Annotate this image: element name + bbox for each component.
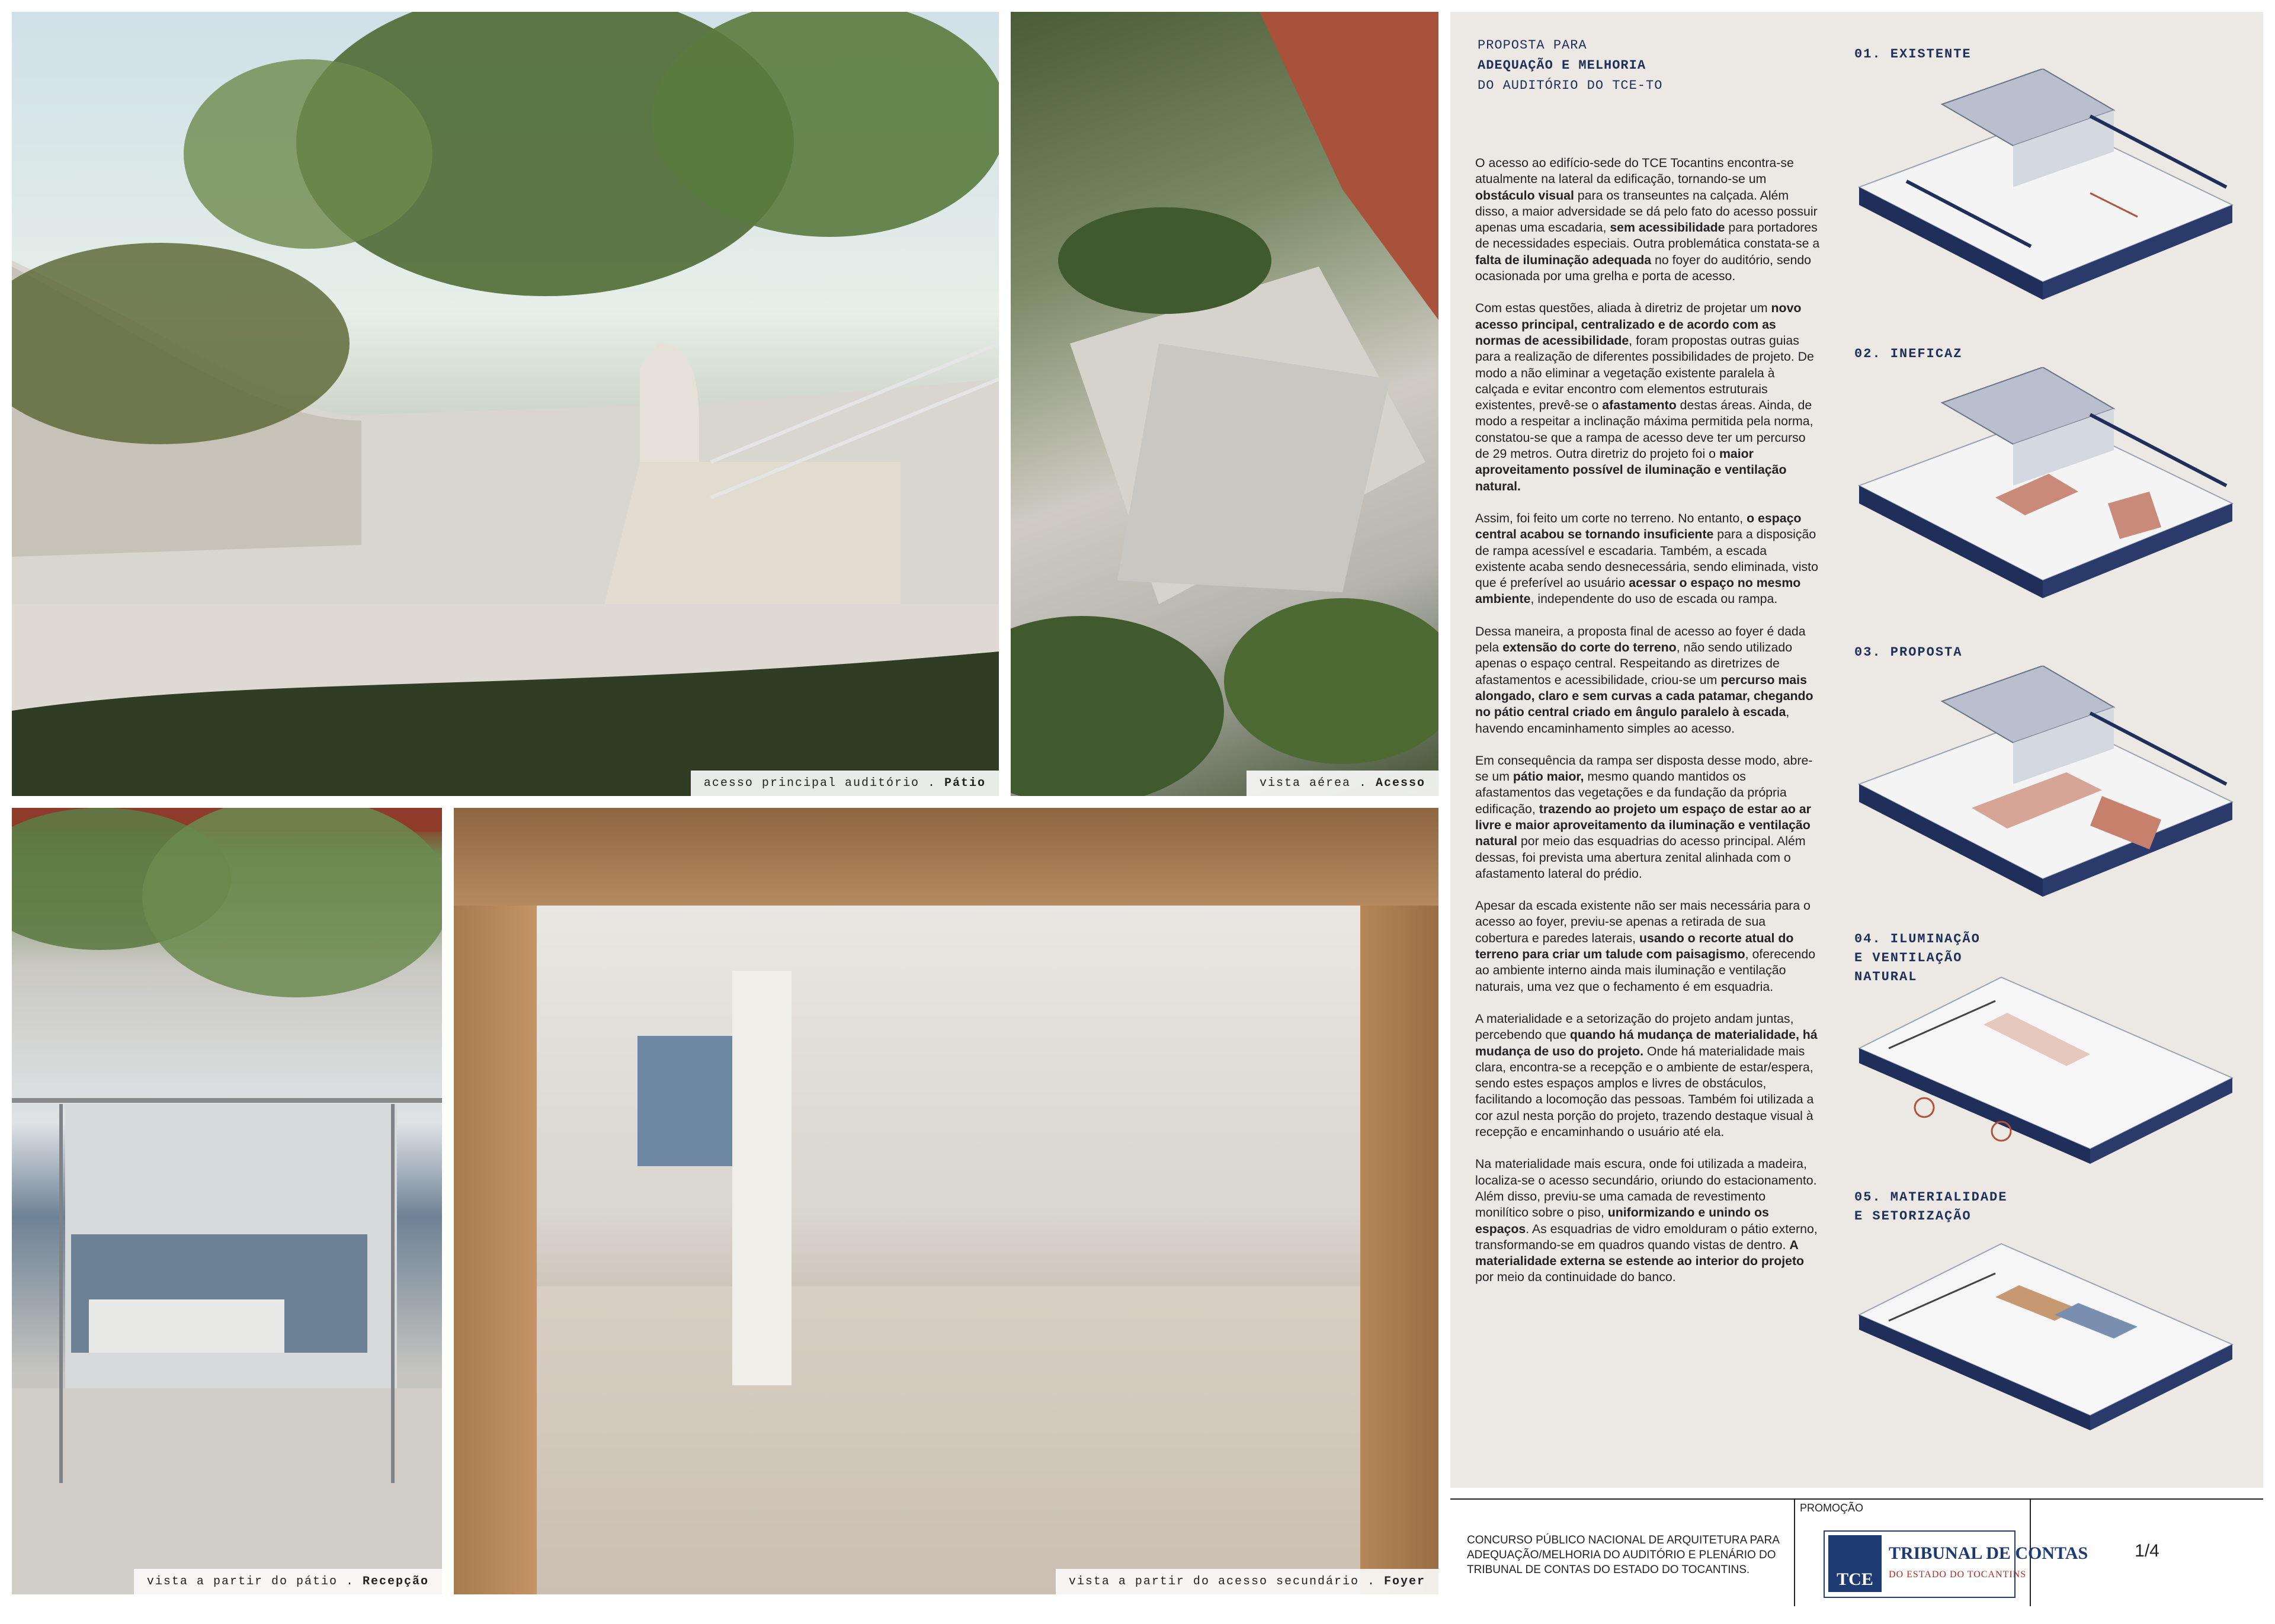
page-number: 1/4	[2135, 1541, 2159, 1561]
text-run: Em consequência da rampa ser disposta desse modo, abre-se um	[1475, 753, 1813, 784]
aerial-caption	[1247, 771, 1438, 796]
promo-label: PROMOÇÃO	[1800, 1502, 1864, 1514]
text-run: destas áreas. Ainda, de modo a respeitar a inclinação máxima permitida pela norma, constatou-se que a rampa de acesso deve ter um percurso de 29 metros. Outra diretriz do projeto foi o	[1475, 398, 1813, 461]
foyer-caption-text: vista a partir do acesso secundário .	[1068, 1575, 1384, 1588]
reception-render	[12, 808, 442, 1594]
title-line-1: PROPOSTA PARA	[1478, 38, 1587, 53]
bold-text: quando há mudança de materialidade, há mudança de uso do projeto.	[1475, 1028, 1818, 1058]
diagram-5-materiality	[1853, 1232, 2238, 1445]
description-body	[1475, 155, 1820, 1302]
text-run: , oferecendo ao ambiente interno ainda mais iluminação e ventilação naturais, uma vez que o fechamento é em esquadria.	[1475, 947, 1816, 994]
diagram-1-existing	[1853, 69, 2238, 306]
proposal-title	[1478, 36, 1662, 96]
description-column	[1450, 12, 2263, 1488]
text-run: Assim, foi feito um corte no terreno. No entanto,	[1475, 511, 1747, 525]
text-run: , foram propostas outras guias para a realização de diferentes possibilidades de projeto. De modo a não eliminar a vegetação existente paralela à calçada e evitar encontro com elementos estruturais existentes, prevê-se o	[1475, 333, 1814, 413]
patio-render	[12, 12, 999, 796]
text-run: A materialidade e a setorização do projeto andam juntas, percebendo que	[1475, 1011, 1794, 1042]
diagram-3-proposal	[1853, 666, 2238, 903]
aerial-render	[1011, 12, 1438, 796]
reception-illustration	[12, 808, 442, 1594]
bold-text: pátio maior,	[1513, 769, 1584, 784]
diagram-1-label	[1854, 45, 1972, 64]
footer-title-block	[1450, 1498, 2263, 1607]
bold-text: A materialidade externa se estende ao interior do projeto	[1475, 1237, 1805, 1269]
text-run: , independente do uso de escada ou rampa.	[1530, 592, 1778, 606]
title-line-2: ADEQUAÇÃO E MELHORIA	[1478, 58, 1646, 73]
foyer-floor	[537, 1286, 1360, 1594]
foyer-interior	[537, 906, 1360, 1594]
diagram-2-label	[1854, 345, 1962, 364]
diagram-4-label-line-2: E VENTILAÇÃO	[1854, 951, 1963, 965]
bold-text: percurso mais alongado, claro e sem curvas a cada patamar, chegando no pátio central criado em ângulo paralelo à escada	[1475, 672, 1813, 720]
diagram-3-label-text: 03. PROPOSTA	[1854, 645, 1963, 660]
foyer-wood-wall-right	[1360, 906, 1438, 1594]
foyer-wood-ceiling	[454, 808, 1438, 906]
aerial-caption-bold: Acesso	[1375, 776, 1425, 790]
tce-logo	[1824, 1530, 2088, 1598]
bold-text: trazendo ao projeto um espaço de estar ao ar livre e maior aproveitamento da iluminação e ventilação natural	[1475, 801, 1811, 849]
bold-text: obstáculo visual	[1475, 188, 1574, 203]
patio-caption-bold: Pátio	[944, 776, 986, 790]
paragraph	[1475, 898, 1820, 995]
tce-logo-abbr: TCE	[1837, 1570, 1873, 1589]
paragraph	[1475, 300, 1820, 495]
paragraph	[1475, 624, 1820, 737]
bold-text: novo acesso principal, centralizado e de acordo com as normas de acessibilidade	[1475, 301, 1802, 348]
bold-text: acessar o espaço no mesmo ambiente	[1475, 576, 1801, 606]
diagram-4-lighting	[1853, 959, 2238, 1173]
bold-text: falta de iluminação adequada	[1475, 252, 1652, 267]
bold-text: extensão do corte do terreno	[1502, 640, 1677, 655]
foyer-wood-wall-left	[454, 906, 537, 1594]
text-run: Apesar da escada existente não ser mais necessária para o acesso ao foyer, previu-se apenas a retirada de sua cobertura e paredes laterais,	[1475, 898, 1811, 945]
text-run: Na materialidade mais escura, onde foi utilizada a madeira, localiza-se o acesso secundário, oriundo do estacionamento. Além disso, previu-se uma camada de revestimento monilítico sobre o piso,	[1475, 1157, 1817, 1220]
bold-text: o espaço central acabou se tornando insuficiente	[1475, 511, 1802, 542]
diagram-5-label	[1854, 1188, 2007, 1226]
footer-promo-cell	[1795, 1500, 2088, 1606]
diagram-5-label-line-2: E SETORIZAÇÃO	[1854, 1209, 1972, 1224]
bold-text: afastamento	[1602, 398, 1677, 413]
text-run: no foyer do auditório, sendo ocasionada por uma grelha e porta de acesso.	[1475, 252, 1812, 284]
text-run: Onde há materialidade mais clara, encontra-se a recepção e o ambiente de estar/espera, sendo estes espaços amplos e livres de obstáculos, facilitando a locomoção das pessoas. Também foi utilizada a cor azul nesta porção do projeto, trazendo destaque visual à recepção e encaminhando o usuário até ela.	[1475, 1044, 1814, 1140]
text-run: mesmo quando mantidos os afastamentos das vegetações e da fundação da própria edificação,	[1475, 769, 1787, 816]
reception-caption-bold: Recepção	[362, 1575, 429, 1588]
text-run: O acesso ao edifício-sede do TCE Tocantins encontra-se atualmente na lateral da edificação, tornando-se um	[1475, 156, 1794, 187]
text-run: Dessa maneira, a proposta final de acesso ao foyer é dada pela	[1475, 624, 1806, 655]
footer-contest-cell	[1450, 1500, 1795, 1606]
patio-illustration	[12, 12, 999, 796]
foyer-render	[454, 808, 1438, 1594]
text-run: , havendo encaminhamento simples ao acesso.	[1475, 705, 1790, 736]
text-run: . As esquadrias de vidro emolduram o pátio externo, transformando-se em quadros quando vistas de dentro.	[1475, 1221, 1818, 1252]
tce-logo-mark	[1828, 1535, 1882, 1592]
footer-page-cell	[2031, 1500, 2263, 1606]
text-run: para portadores de necessidades especiais. Outra problemática constata-se a	[1475, 220, 1820, 251]
aerial-caption-text: vista aérea .	[1259, 776, 1376, 790]
text-run: Com estas questões, aliada à diretriz de projetar um	[1475, 301, 1771, 316]
text-run: por meio das esquadrias do acesso principal. Além dessas, foi prevista uma abertura zenital alinhada com o afastamento lateral do prédio.	[1475, 834, 1806, 881]
foyer-caption	[1056, 1569, 1438, 1594]
contest-text: CONCURSO PÚBLICO NACIONAL DE ARQUITETURA PARA ADEQUAÇÃO/MELHORIA DO AUDITÓRIO E PLENÁRIO DO TRIBUNAL DE CONTAS DO ESTADO DO TOCANTINS.	[1467, 1534, 1779, 1576]
text-run: , não sendo utilizado apenas o espaço central. Respeitando as diretrizes de afastamentos e acessibilidade, criou-se um	[1475, 640, 1793, 687]
bold-text: usando o recorte atual do terreno para criar um talude com paisagismo	[1475, 930, 1794, 962]
reception-caption	[134, 1569, 442, 1594]
patio-caption-text: acesso principal auditório .	[703, 776, 944, 790]
aerial-illustration	[1011, 12, 1438, 796]
diagram-1-label-text: 01. EXISTENTE	[1854, 47, 1972, 62]
reception-caption-text: vista a partir do pátio .	[146, 1575, 363, 1588]
paragraph	[1475, 155, 1820, 284]
bold-text: maior aproveitamento possível de iluminação e ventilação natural.	[1475, 447, 1787, 493]
diagram-4-label-line-3: NATURAL	[1854, 970, 1918, 984]
paragraph	[1475, 1156, 1820, 1285]
diagram-4-label-line-1: 04. ILUMINAÇÃO	[1854, 932, 1981, 946]
paragraph	[1475, 1011, 1820, 1140]
diagram-2-ineffective	[1853, 367, 2238, 604]
tce-logo-subtitle: DO ESTADO DO TOCANTINS	[1889, 1570, 2027, 1580]
title-line-3: DO AUDITÓRIO DO TCE-TO	[1478, 78, 1663, 93]
tce-logo-name: TRIBUNAL DE CONTAS	[1889, 1543, 2088, 1563]
text-run: para os transeuntes na calçada. Além disso, a maior adversidade se dá pelo fato do acesso possuir apenas uma escadaria,	[1475, 188, 1818, 235]
foyer-caption-bold: Foyer	[1383, 1575, 1425, 1588]
paragraph	[1475, 753, 1820, 882]
paragraph	[1475, 511, 1820, 608]
foyer-column	[732, 971, 792, 1385]
diagram-5-label-line-1: 05. MATERIALIDADE	[1854, 1190, 2008, 1205]
text-run: para a disposição de rampa acessível e escadaria. Também, a escada existente acaba sendo desnecessária, sendo eliminada, visto que é preferível ao usuário	[1475, 527, 1818, 590]
patio-caption	[691, 771, 999, 796]
bold-text: uniformizando e unindo os espaços	[1475, 1205, 1769, 1236]
diagram-3-label	[1854, 643, 1962, 662]
bold-text: sem acessibilidade	[1610, 220, 1725, 235]
diagram-2-label-text: 02. INEFICAZ	[1854, 346, 1963, 361]
text-run: por meio da continuidade do banco.	[1475, 1270, 1676, 1285]
